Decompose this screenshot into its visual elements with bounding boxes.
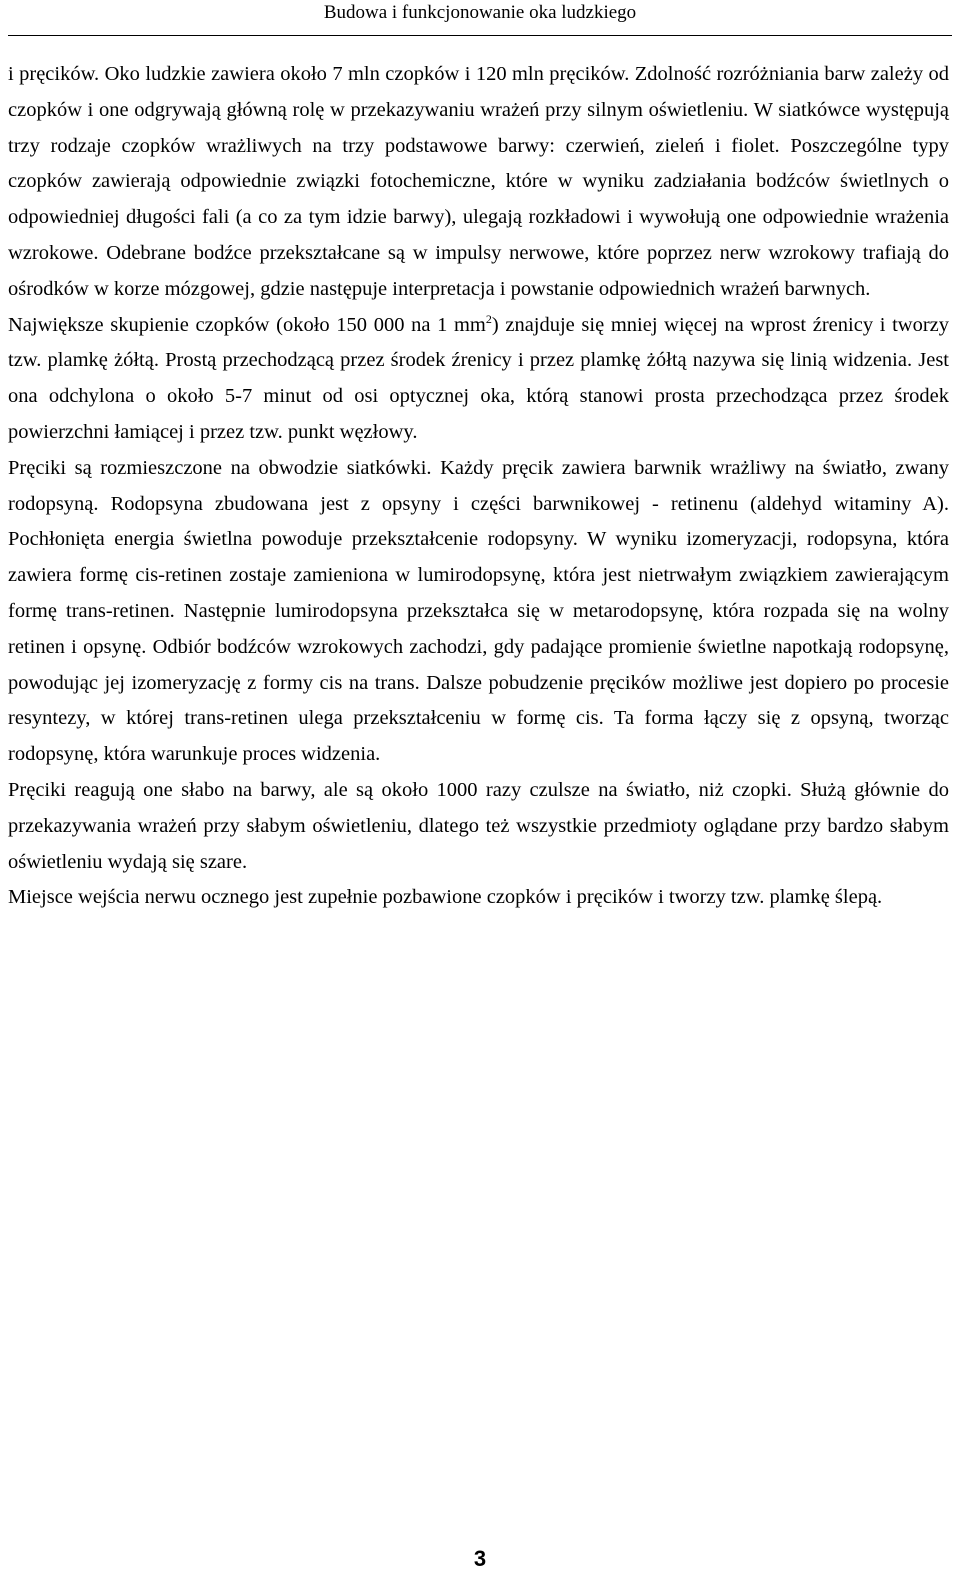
paragraph-yellow-spot-text-b: ) znajduje się mniej więcej na wprost źrenicy i tworzy tzw. plamkę żółtą. Prostą przechodzącą przez środek źrenicy i przez plamkę żółtą nazywa się linią widzenia. Jest ona odchylona o około 5-7 minut od osi optycznej oka, którą stanowi prosta przechodząca przez środek powierzchni łamiącej i przez tzw. punkt węzłowy. — [8, 313, 949, 443]
paragraph-rods-rhodopsin: Pręciki są rozmieszczone na obwodzie siatkówki. Każdy pręcik zawiera barwnik wrażliwy na światło, zwany rodopsyną. Rodopsyna zbudowana jest z opsyny i części barwnikowej - retinenu (aldehyd witaminy A). Pochłonięta energia świetlna powoduje przekształcenie rodopsyny. W wyniku izomeryzacji, rodopsyna, która zawiera formę cis-retinen zostaje zamieniona w lumirodopsynę, która jest nietrwałym związkiem zawierającym formę trans-retinen. Następnie lumirodopsyna przekształca się w metarodopsynę, która rozpada się na wolny retinen i opsynę. Odbiór bodźców wzrokowych zachodzi, gdy padające promienie świetlne napotkają rodopsynę, powodując jej izomeryzację z formy cis na trans. Dalsze pobudzenie pręcików możliwe jest dopiero po procesie resyntezy, w której trans-retinen ulega przekształceniu w formę cis. Ta forma łączy się z opsyną, tworząc rodopsynę, która warunkuje proces widzenia. — [8, 456, 949, 766]
paragraph-blind-spot: Miejsce wejścia nerwu ocznego jest zupełnie pozbawione czopków i pręcików i tworzy tzw. plamkę ślepą. — [8, 886, 883, 909]
header-divider — [8, 35, 952, 36]
paragraph-cones-colour: i pręcików. Oko ludzkie zawiera około 7 mln czopków i 120 mln pręcików. Zdolność rozróżniania barw zależy od czopków i one odgrywają główną rolę w przekazywaniu wrażeń przy silnym oświetleniu. W siatkówce występują trzy rodzaje czopków wrażliwych na trzy podstawowe barwy: czerwień, zieleń i fiolet. Poszczególne typy czopków zawierają odpowiednie związki fotochemiczne, które w wyniku zadziałania bodźców świetlnych o odpowiedniej długości fali (a co za tym idzie barwy), ulegają rozkładowi i wywołują one odpowiednie wrażenia wzrokowe. Odebrane bodźce przekształcane są w impulsy nerwowe, które poprzez nerw wzrokowy trafiają do ośrodków w korze mózgowej, gdzie następuje interpretacja i powstanie odpowiednich wrażeń barwnych. — [8, 63, 949, 300]
page-number: 3 — [473, 1546, 487, 1571]
superscript-squared: 2 — [485, 311, 492, 326]
paragraph-yellow-spot — [8, 308, 949, 451]
running-header — [0, 0, 960, 36]
header-title: Budowa i funkcjonowanie oka ludzkiego — [323, 2, 637, 23]
paragraph-yellow-spot-text-a: Największe skupienie czopków (około 150 000 na 1 mm — [8, 313, 486, 336]
paragraph-rods-sensitivity: Pręciki reagują one słabo na barwy, ale są około 1000 razy czulsze na światło, niż czopki. Służą głównie do przekazywania wrażeń przy słabym oświetleniu, dlatego też wszystkie przedmioty oglądane przy bardzo słabym oświetleniu wydają się szare. — [8, 778, 949, 873]
document-body — [8, 57, 949, 916]
